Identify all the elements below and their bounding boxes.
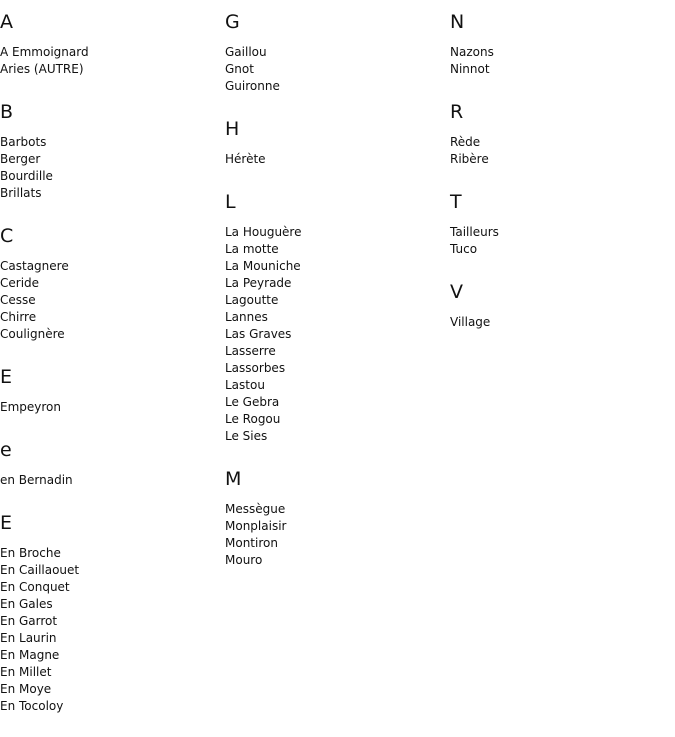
letter-group-c [0, 224, 220, 343]
letter-heading: G [225, 11, 240, 33]
index-column-3 [450, 10, 670, 353]
place-link[interactable]: Tuco [450, 242, 478, 256]
place-link[interactable]: Lassorbes [225, 361, 286, 375]
place-link[interactable]: Mouro [225, 553, 263, 567]
index-column-2 [225, 10, 445, 591]
place-link[interactable]: Ninnot [450, 62, 490, 76]
place-link[interactable]: Gaillou [225, 45, 267, 59]
place-link[interactable]: La Mouniche [225, 259, 301, 273]
place-link[interactable]: La Houguère [225, 225, 302, 239]
letter-group-a [0, 10, 220, 78]
letter-heading: E [0, 512, 13, 534]
place-link[interactable]: Monplaisir [225, 519, 287, 533]
place-link[interactable]: Empeyron [0, 400, 61, 414]
letter-heading: E [0, 366, 13, 388]
place-link[interactable]: En Tocoloy [0, 699, 64, 713]
place-link[interactable]: En Laurin [0, 631, 57, 645]
letter-heading: V [450, 281, 463, 303]
place-link[interactable]: En Millet [0, 665, 52, 679]
place-link[interactable]: Lastou [225, 378, 265, 392]
place-link[interactable]: La Peyrade [225, 276, 292, 290]
letter-group-n [450, 10, 670, 78]
letter-group-e-lower [0, 438, 220, 489]
letter-heading: R [450, 101, 464, 123]
place-link[interactable]: En Broche [0, 546, 61, 560]
place-link[interactable]: Le Sies [225, 429, 268, 443]
letter-group-v [450, 280, 670, 331]
place-link[interactable]: Cesse [0, 293, 36, 307]
place-link[interactable]: A Emmoignard [0, 45, 89, 59]
place-link[interactable]: Montiron [225, 536, 278, 550]
place-link[interactable]: En Garrot [0, 614, 58, 628]
letter-heading: e [0, 439, 12, 461]
letter-group-h [225, 117, 445, 168]
place-link[interactable]: Nazons [450, 45, 494, 59]
place-link[interactable]: Messègue [225, 502, 286, 516]
place-link[interactable]: La motte [225, 242, 279, 256]
letter-heading: B [0, 101, 14, 123]
letter-heading: T [450, 191, 462, 213]
letter-group-r [450, 100, 670, 168]
place-link[interactable]: en Bernadin [0, 473, 73, 487]
place-link[interactable]: Le Rogou [225, 412, 281, 426]
place-link[interactable]: En Caillaouet [0, 563, 80, 577]
letter-group-m [225, 467, 445, 569]
place-link[interactable]: Hérète [225, 152, 266, 166]
place-link[interactable]: Tailleurs [450, 225, 499, 239]
letter-group-l [225, 190, 445, 445]
index-column-1 [0, 10, 220, 737]
letter-heading: M [225, 468, 242, 490]
place-link[interactable]: Coulignère [0, 327, 65, 341]
place-link[interactable]: En Conquet [0, 580, 70, 594]
letter-heading: H [225, 118, 240, 140]
place-link[interactable]: Las Graves [225, 327, 292, 341]
place-link[interactable]: Chirre [0, 310, 37, 324]
place-link[interactable]: Village [450, 315, 491, 329]
place-link[interactable]: Berger [0, 152, 41, 166]
place-link[interactable]: Ribère [450, 152, 489, 166]
place-link[interactable]: En Gales [0, 597, 53, 611]
letter-heading: A [0, 11, 13, 33]
place-link[interactable]: Brillats [0, 186, 42, 200]
place-link[interactable]: Bourdille [0, 169, 53, 183]
place-link[interactable]: Le Gebra [225, 395, 280, 409]
place-link[interactable]: Barbots [0, 135, 47, 149]
place-link[interactable]: En Magne [0, 648, 60, 662]
letter-heading: N [450, 11, 465, 33]
letter-group-g [225, 10, 445, 95]
place-link[interactable]: Guironne [225, 79, 280, 93]
letter-heading: L [225, 191, 236, 213]
place-link[interactable]: Gnot [225, 62, 254, 76]
place-link[interactable]: Castagnere [0, 259, 69, 273]
place-link[interactable]: Aries (AUTRE) [0, 62, 84, 76]
place-link[interactable]: Lagoutte [225, 293, 279, 307]
place-link[interactable]: Ceride [0, 276, 40, 290]
place-link[interactable]: Rède [450, 135, 481, 149]
letter-group-e-en [0, 511, 220, 715]
place-link[interactable]: Lasserre [225, 344, 276, 358]
place-link[interactable]: Lannes [225, 310, 268, 324]
letter-group-b [0, 100, 220, 202]
letter-heading: C [0, 225, 14, 247]
place-link[interactable]: En Moye [0, 682, 52, 696]
letter-group-t [450, 190, 670, 258]
letter-group-e-upper [0, 365, 220, 416]
